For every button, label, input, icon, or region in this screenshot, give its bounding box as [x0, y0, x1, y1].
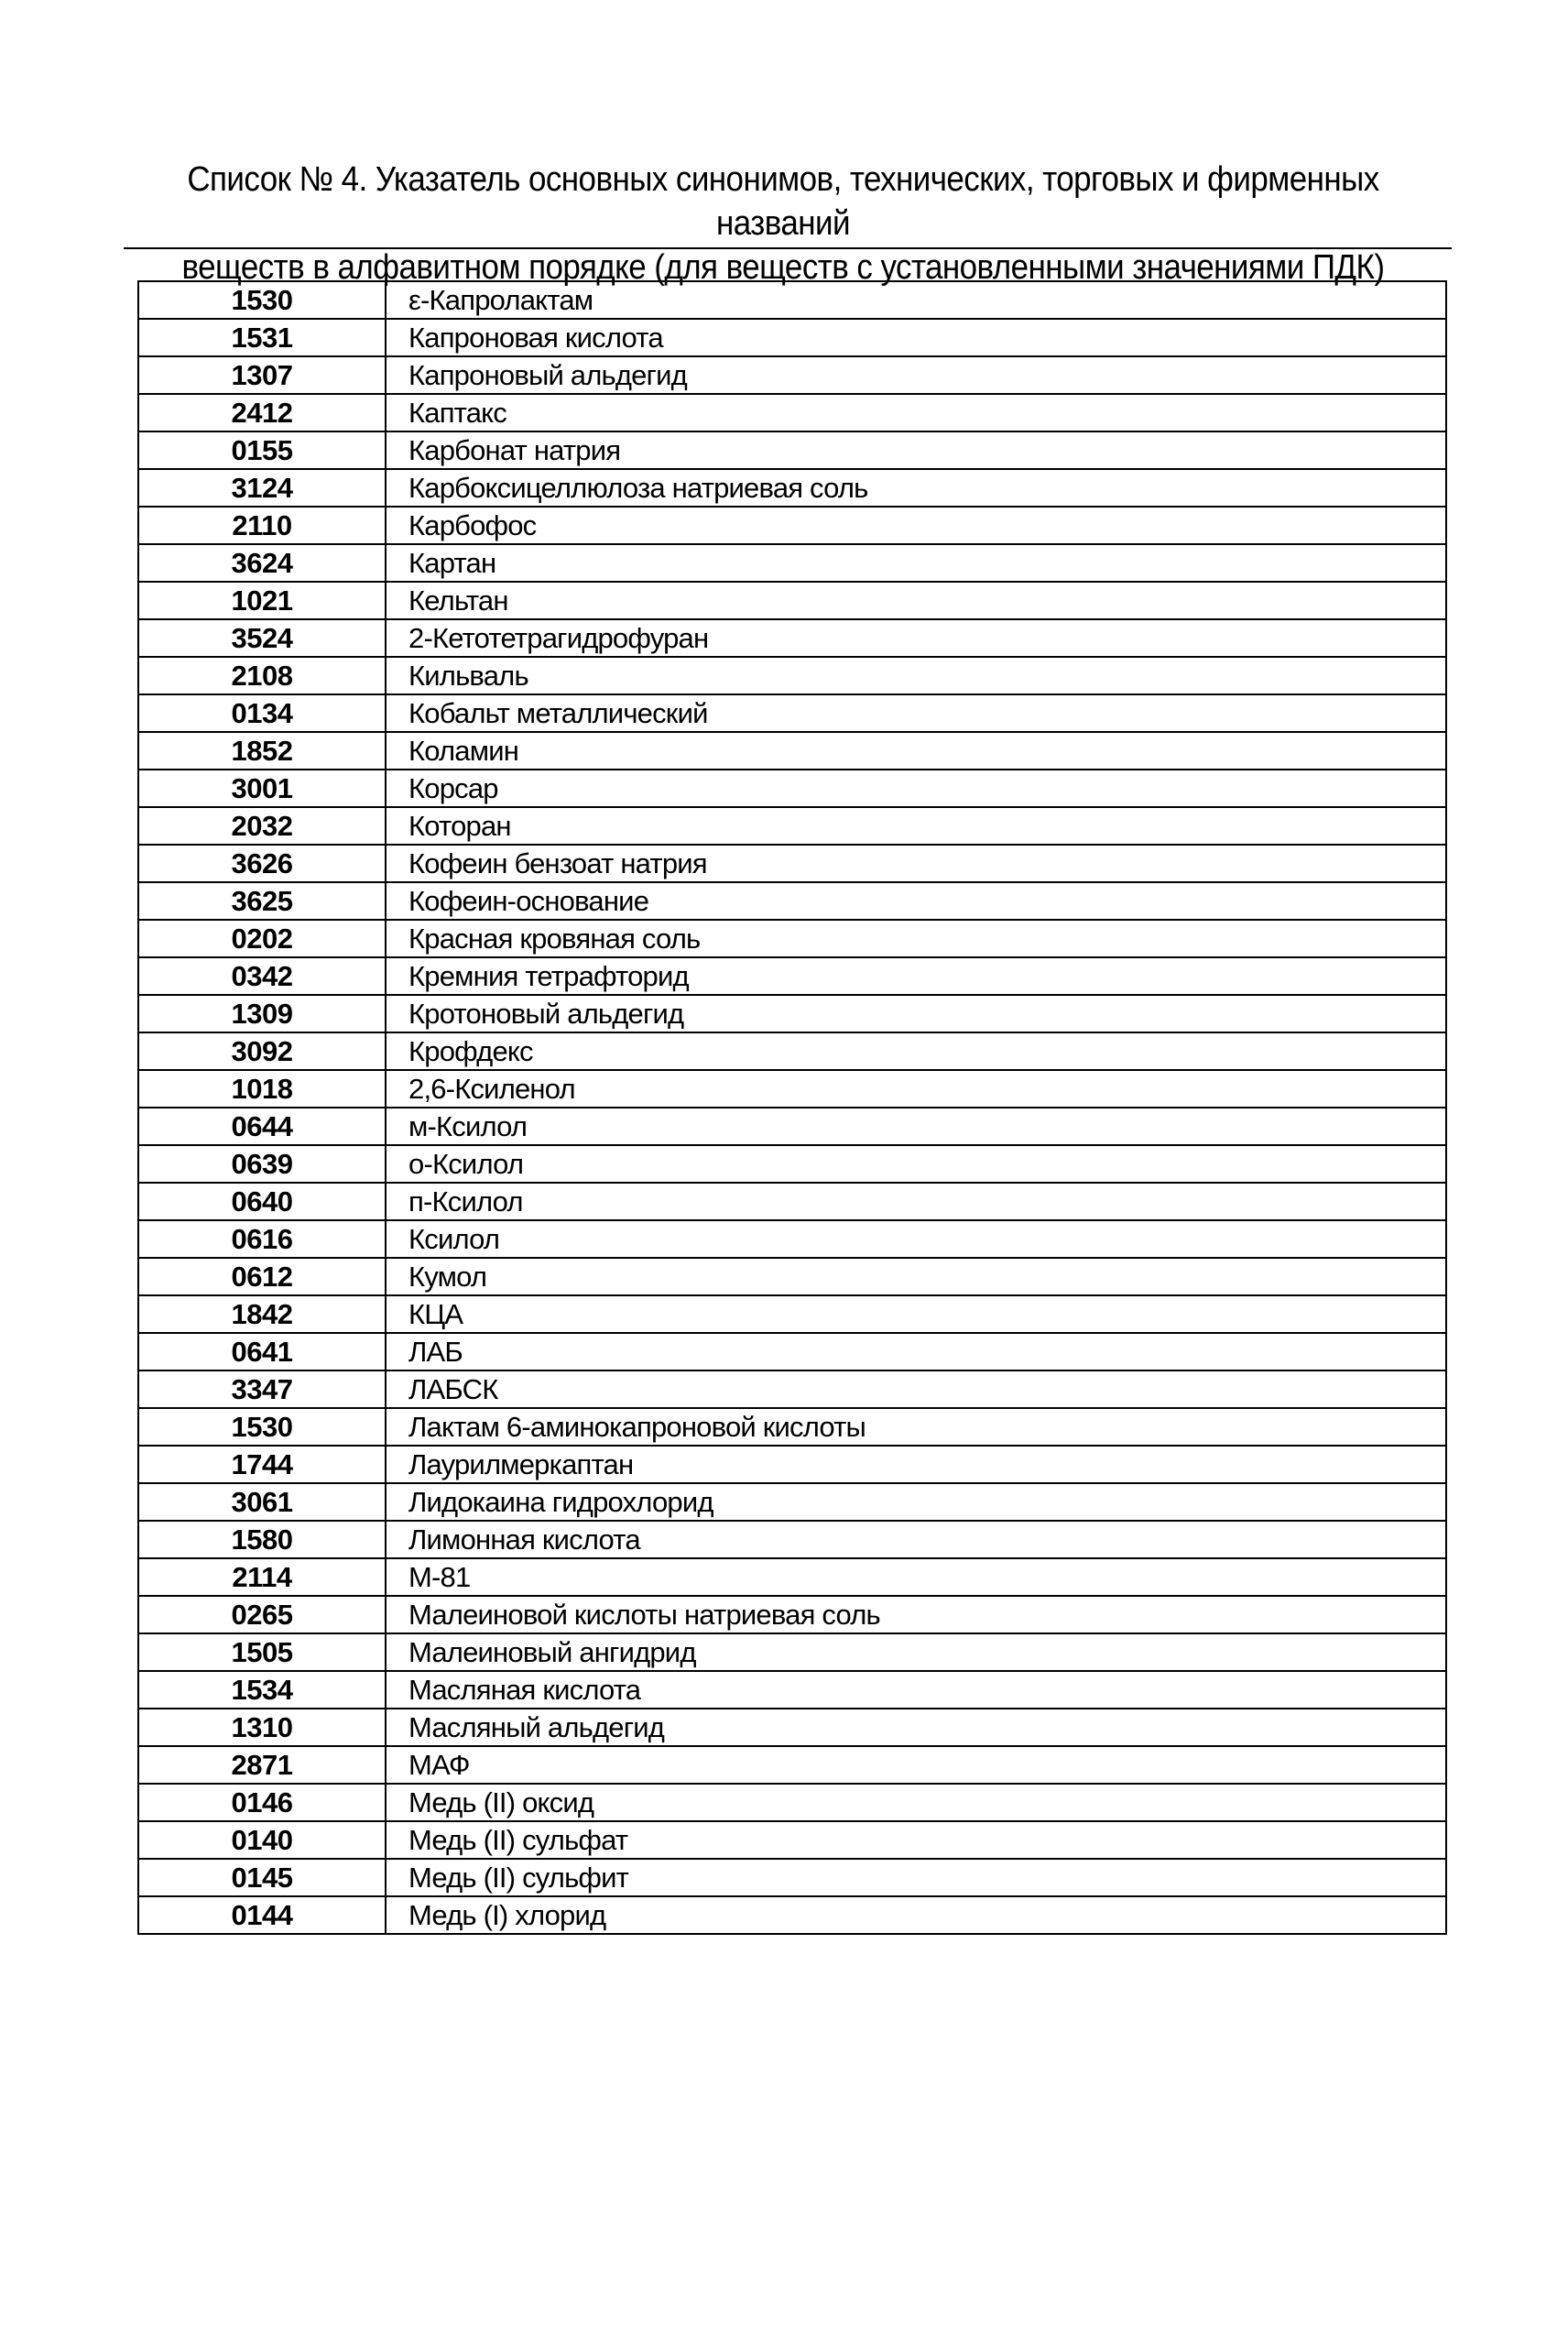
substance-code: 1534 [138, 1671, 386, 1709]
table-row [138, 732, 1446, 770]
substance-name: Масляный альдегид [386, 1709, 1446, 1746]
table-row [138, 1633, 1446, 1671]
table-row [138, 1145, 1446, 1183]
substance-code: 2110 [138, 507, 386, 544]
substance-name: о-Ксилол [386, 1145, 1446, 1183]
substance-name: Малеиновый ангидрид [386, 1633, 1446, 1671]
table-row [138, 920, 1446, 957]
table-row [138, 1746, 1446, 1784]
substance-name: Ксилол [386, 1220, 1446, 1258]
substance-code: 3092 [138, 1032, 386, 1070]
substance-code: 3001 [138, 770, 386, 807]
substance-code: 1531 [138, 319, 386, 356]
page-title-line-2: веществ в алфавитном порядке (для веществ с установленными значениями ПДК) [181, 248, 1385, 287]
substance-name: Карбоксицеллюлоза натриевая соль [386, 469, 1446, 507]
table-row [138, 619, 1446, 657]
substance-name: Коламин [386, 732, 1446, 770]
table-row [138, 845, 1446, 882]
table-row [138, 657, 1446, 694]
substance-name: МАФ [386, 1746, 1446, 1784]
substance-name: Медь (I) хлорид [386, 1896, 1446, 1934]
page-title [172, 158, 1394, 289]
substance-name: 2,6-Ксиленол [386, 1070, 1446, 1108]
table-row [138, 319, 1446, 356]
substance-code: 0639 [138, 1145, 386, 1183]
substance-code: 1309 [138, 995, 386, 1032]
table-row [138, 1821, 1446, 1859]
title-divider [124, 247, 1452, 249]
substance-name: Кельтан [386, 582, 1446, 619]
table-row [138, 882, 1446, 920]
table-row [138, 1295, 1446, 1333]
substance-code: 1505 [138, 1633, 386, 1671]
substance-code: 3624 [138, 544, 386, 582]
table-row [138, 957, 1446, 995]
substance-code: 0612 [138, 1258, 386, 1295]
table-row [138, 1709, 1446, 1746]
table-row [138, 1070, 1446, 1108]
substance-name: м-Ксилол [386, 1108, 1446, 1145]
substance-table [137, 280, 1447, 1935]
table-row [138, 694, 1446, 732]
substance-name: Карбонат натрия [386, 431, 1446, 469]
table-row [138, 770, 1446, 807]
substance-name: Кротоновый альдегид [386, 995, 1446, 1032]
substance-name: Карбофос [386, 507, 1446, 544]
substance-code: 0145 [138, 1859, 386, 1896]
table-row [138, 1183, 1446, 1220]
substance-name: Кобальт металлический [386, 694, 1446, 732]
substance-name: Лаурилмеркаптан [386, 1446, 1446, 1483]
substance-code: 2871 [138, 1746, 386, 1784]
substance-code: 0134 [138, 694, 386, 732]
table-row [138, 1596, 1446, 1633]
substance-code: 1307 [138, 356, 386, 394]
substance-name: Капроновая кислота [386, 319, 1446, 356]
table-row [138, 544, 1446, 582]
substance-code: 0155 [138, 431, 386, 469]
substance-code: 3124 [138, 469, 386, 507]
substance-code: 2114 [138, 1558, 386, 1596]
table-row [138, 1370, 1446, 1408]
substance-code: 0144 [138, 1896, 386, 1934]
substance-code: 0640 [138, 1183, 386, 1220]
substance-code: 1530 [138, 1408, 386, 1446]
substance-code: 2412 [138, 394, 386, 431]
table-row [138, 1521, 1446, 1558]
substance-code: 1852 [138, 732, 386, 770]
table-row [138, 1896, 1446, 1934]
table-row [138, 1483, 1446, 1521]
substance-name: М-81 [386, 1558, 1446, 1596]
substance-code: 3524 [138, 619, 386, 657]
substance-name: Масляная кислота [386, 1671, 1446, 1709]
table-row [138, 1859, 1446, 1896]
substance-name: Каптакс [386, 394, 1446, 431]
substance-code: 1842 [138, 1295, 386, 1333]
substance-name: Капроновый альдегид [386, 356, 1446, 394]
substance-code: 2108 [138, 657, 386, 694]
substance-name: ЛАБСК [386, 1370, 1446, 1408]
table-row [138, 1108, 1446, 1145]
substance-code: 0644 [138, 1108, 386, 1145]
substance-code: 3347 [138, 1370, 386, 1408]
substance-name: Которан [386, 807, 1446, 845]
table-row [138, 807, 1446, 845]
substance-name: Лимонная кислота [386, 1521, 1446, 1558]
substance-code: 0265 [138, 1596, 386, 1633]
substance-code: 0342 [138, 957, 386, 995]
substance-name: Кумол [386, 1258, 1446, 1295]
substance-code: 3061 [138, 1483, 386, 1521]
table-row [138, 1671, 1446, 1709]
page-title-line-1: Список № 4. Указатель основных синонимов, технических, торговых и фирменных названий [187, 160, 1379, 243]
substance-code: 0146 [138, 1784, 386, 1821]
substance-name: п-Ксилол [386, 1183, 1446, 1220]
table-row [138, 469, 1446, 507]
table-row [138, 394, 1446, 431]
substance-name: Корсар [386, 770, 1446, 807]
substance-name: Малеиновой кислоты натриевая соль [386, 1596, 1446, 1633]
substance-name: 2-Кетотетрагидрофуран [386, 619, 1446, 657]
table-row [138, 995, 1446, 1032]
substance-code: 3625 [138, 882, 386, 920]
table-row [138, 431, 1446, 469]
substance-name: Красная кровяная соль [386, 920, 1446, 957]
table-row [138, 1446, 1446, 1483]
table-row [138, 1032, 1446, 1070]
substance-name: Картан [386, 544, 1446, 582]
table-row [138, 1784, 1446, 1821]
substance-name: Лидокаина гидрохлорид [386, 1483, 1446, 1521]
substance-name: Медь (II) сульфат [386, 1821, 1446, 1859]
table-row [138, 1258, 1446, 1295]
substance-code: 1744 [138, 1446, 386, 1483]
table-row [138, 1333, 1446, 1370]
table-row [138, 281, 1446, 319]
substance-name: Медь (II) сульфит [386, 1859, 1446, 1896]
table-row [138, 1408, 1446, 1446]
substance-code: 3626 [138, 845, 386, 882]
substance-name: Кремния тетрафторид [386, 957, 1446, 995]
substance-code: 0140 [138, 1821, 386, 1859]
substance-code: 1310 [138, 1709, 386, 1746]
substance-table-body [138, 281, 1446, 1934]
table-row [138, 1558, 1446, 1596]
substance-name: Кофеин-основание [386, 882, 1446, 920]
substance-name: Медь (II) оксид [386, 1784, 1446, 1821]
table-row [138, 582, 1446, 619]
substance-code: 0616 [138, 1220, 386, 1258]
table-row [138, 356, 1446, 394]
substance-code: 1021 [138, 582, 386, 619]
substance-name: КЦА [386, 1295, 1446, 1333]
table-row [138, 507, 1446, 544]
substance-code: 0641 [138, 1333, 386, 1370]
substance-name: ЛАБ [386, 1333, 1446, 1370]
substance-code: 0202 [138, 920, 386, 957]
table-row [138, 1220, 1446, 1258]
substance-code: 1530 [138, 281, 386, 319]
substance-name: Лактам 6-аминокапроновой кислоты [386, 1408, 1446, 1446]
substance-name: Кильваль [386, 657, 1446, 694]
substance-name: Кофеин бензоат натрия [386, 845, 1446, 882]
substance-name: Крофдекс [386, 1032, 1446, 1070]
substance-code: 2032 [138, 807, 386, 845]
substance-code: 1580 [138, 1521, 386, 1558]
substance-code: 1018 [138, 1070, 386, 1108]
substance-name: ε-Капролактам [386, 281, 1446, 319]
